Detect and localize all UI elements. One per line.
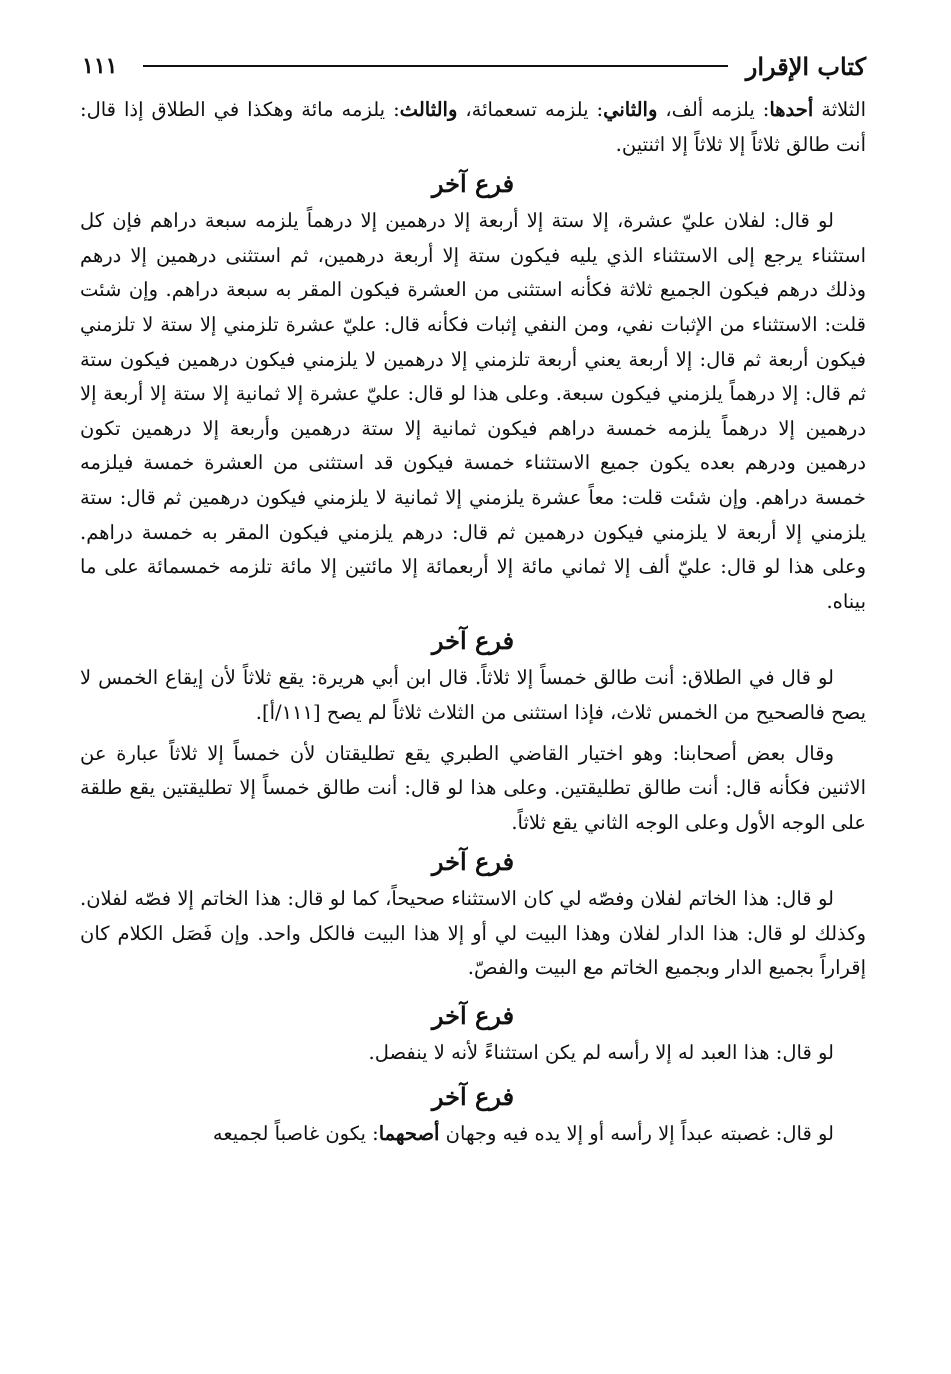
text-run: الثلاثة — [813, 98, 867, 121]
bold-term: أحدها — [769, 98, 814, 121]
section-paragraph: لو قال: هذا الخاتم لفلان وفصّه لي كان الاستثناء صحيحاً، كما لو قال: هذا الخاتم إلا فصّه لفلان. وكذلك لو قال: هذا الدار لفلان وهذا البيت لي أو إلا هذا البيت فالكل واحد. وإن فَصَل الكلام كان إقراراً بجميع الدار وبجميع الخاتم مع البيت والفصّ. — [80, 887, 866, 980]
bold-term: والثالث — [399, 98, 458, 121]
opening-paragraph — [80, 93, 866, 162]
section-paragraph: لو قال: لفلان عليّ عشرة، إلا ستة إلا أربعة إلا درهمين إلا درهماً يلزمه سبعة دراهم فإن كل استثناء يرجع إلى الاستثناء الذي يليه فيكون ستة إلا أربعة درهمين، ثم استثنى درهمين إلا درهم وذلك درهم فيكون الجميع ثلاثة فكأنه استثنى من العشرة فيكون المقر به سبعة دراهم. وإن شئت قلت: الاستثناء من الإثبات نفي، ومن النفي إثبات فكأنه قال: عليّ عشرة تلزمني إلا ستة لا تلزمني فيكون أربعة ثم قال: إلا أربعة يعني أربعة تلزمني إلا درهمين لا يلزمني فيكون درهمين فيكون ستة ثم قال: إلا درهماً يلزمني فيكون سبعة. وعلى هذا لو قال: عليّ عشرة إلا ثمانية إلا ستة إلا أربعة إلا درهمين إلا درهماً يلزمه خمسة دراهم فيكون ثمانية إلا ستة درهمين وأربعة إلا درهمين تكون درهمين ودرهم بعده يكون جميع الاستثناء خمسة فيكون قد استثنى من العشرة خمسة فيلزمه خمسة دراهم. وإن شئت قلت: معاً عشرة يلزمني إلا ثمانية لا يلزمني فيكون درهمين ثم قال: ستة يلزمني إلا أربعة لا يلزمني فيكون درهمين ثم قال: درهم يلزمني فيكون المقر به خمسة دراهم. وعلى هذا لو قال: عليّ ألف إلا ثماني مائة إلا أربعمائة إلا مائتين إلا مائة تلزمه خمسمائة على ما بيناه. — [80, 209, 866, 613]
text-run: لو قال: غصبته عبداً إلا رأسه أو إلا يده فيه وجهان — [439, 1121, 834, 1145]
running-header — [82, 46, 866, 86]
text-run: : يلزمه تسعمائة، — [457, 98, 604, 121]
section-heading: فرع آخر — [431, 1081, 515, 1111]
bold-term: أصحهما — [378, 1121, 440, 1145]
bold-term: والثاني — [603, 98, 658, 121]
section-paragraph — [80, 1117, 866, 1152]
header-rule — [143, 65, 727, 67]
section-paragraph: لو قال في الطلاق: أنت طالق خمساً إلا ثلاثاً. قال ابن أبي هريرة: يقع ثلاثاً لأن إيقاع الخمس لا يصح فالصحيح من الخمس ثلاث، فإذا استثنى من الثلاث ثلاثاً لم يصح [١١١/أ]. — [80, 666, 866, 724]
section-heading: فرع آخر — [431, 1001, 515, 1031]
text-run: : يكون غاصباً لجميعه — [212, 1121, 379, 1145]
section-paragraph: وقال بعض أصحابنا: وهو اختيار القاضي الطبري يقع تطليقتان لأن خمساً إلا ثلاثاً عبارة عن الاثنين فكأنه قال: أنت طالق تطليقتين. وعلى هذا لو قال: أنت طالق خمساً إلا تطليقتين يقع طلقة على الوجه الأول وعلى الوجه الثاني يقع ثلاثاً. — [80, 741, 866, 834]
section-paragraph: لو قال: هذا العبد له إلا رأسه لم يكن استثناءً لأنه لا ينفصل. — [368, 1041, 834, 1065]
text-run: : يلزمه مائة وهكذا في الطلاق إذا قال: أنت طالق ثلاثاً إلا ثلاثاً إلا اثنتين. — [80, 98, 866, 156]
text-run: : يلزمه ألف، — [657, 98, 770, 121]
page-number: ١١١ — [82, 53, 118, 79]
book-title: كتاب الإقرار — [745, 51, 866, 81]
page-body — [80, 93, 866, 1151]
section-heading: فرع آخر — [431, 626, 515, 656]
section-heading: فرع آخر — [431, 169, 515, 199]
section-heading: فرع آخر — [431, 847, 515, 877]
